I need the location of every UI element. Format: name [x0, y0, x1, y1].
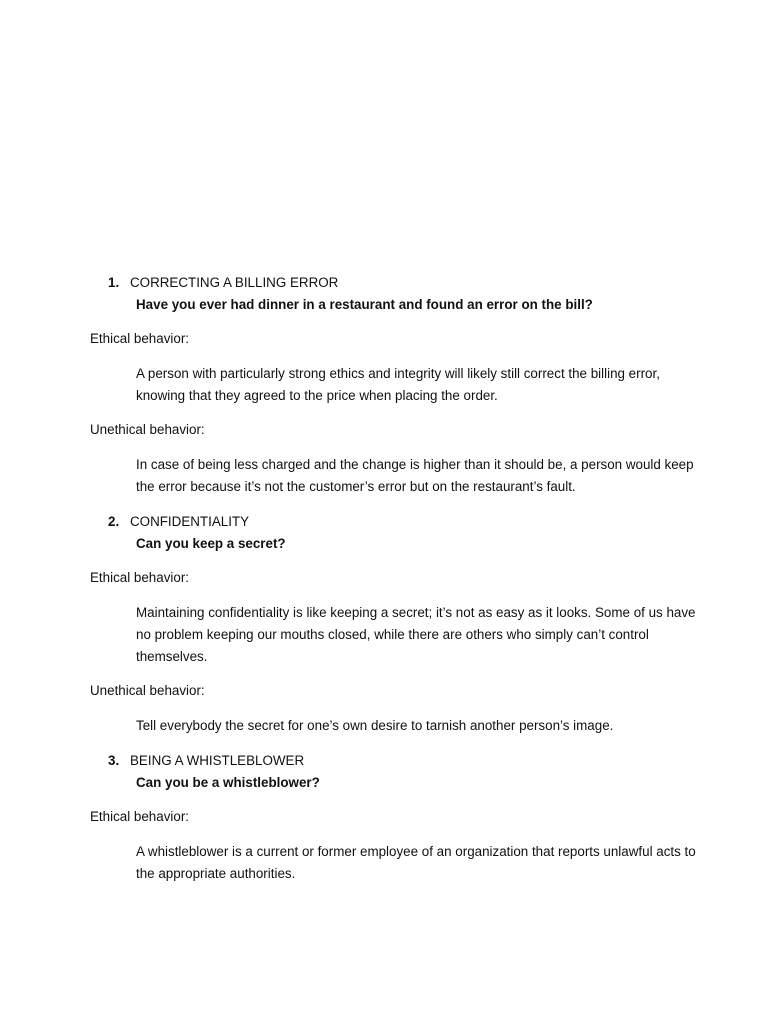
section-heading	[108, 514, 708, 529]
ethical-paragraph: A whistleblower is a current or former employee of an organization that reports unlawful acts to the appropriate authorities.	[136, 844, 696, 881]
section-question: Can you be a whistleblower?	[136, 775, 320, 790]
ethical-paragraph: Maintaining confidentiality is like keeping a secret; it’s not as easy as it looks. Some of us have no problem keeping our mouths closed, while there are others who simply can’t control themselves.	[136, 605, 696, 664]
ethical-label: Ethical behavior:	[90, 809, 189, 824]
section-number: 2.	[108, 514, 120, 529]
section-question: Have you ever had dinner in a restaurant and found an error on the bill?	[136, 297, 593, 312]
unethical-label: Unethical behavior:	[90, 683, 205, 698]
section-number: 3.	[108, 753, 120, 768]
ethical-paragraph: A person with particularly strong ethics and integrity will likely still correct the billing error, knowing that they agreed to the price when placing the order.	[136, 366, 660, 403]
ethical-label: Ethical behavior:	[90, 570, 189, 585]
section-title: CORRECTING A BILLING ERROR	[130, 275, 339, 290]
unethical-paragraph: In case of being less charged and the change is higher than it should be, a person would keep the error because it’s not the customer’s error but on the restaurant’s fault.	[136, 457, 694, 494]
section-question: Can you keep a secret?	[136, 536, 286, 551]
section-heading	[108, 275, 708, 290]
ethical-label: Ethical behavior:	[90, 331, 189, 346]
section-title: BEING A WHISTLEBLOWER	[130, 753, 305, 768]
section-number: 1.	[108, 275, 120, 290]
section-title: CONFIDENTIALITY	[130, 514, 250, 529]
unethical-label: Unethical behavior:	[90, 422, 205, 437]
unethical-paragraph: Tell everybody the secret for one’s own desire to tarnish another person’s image.	[136, 718, 614, 733]
section-heading	[108, 753, 708, 768]
